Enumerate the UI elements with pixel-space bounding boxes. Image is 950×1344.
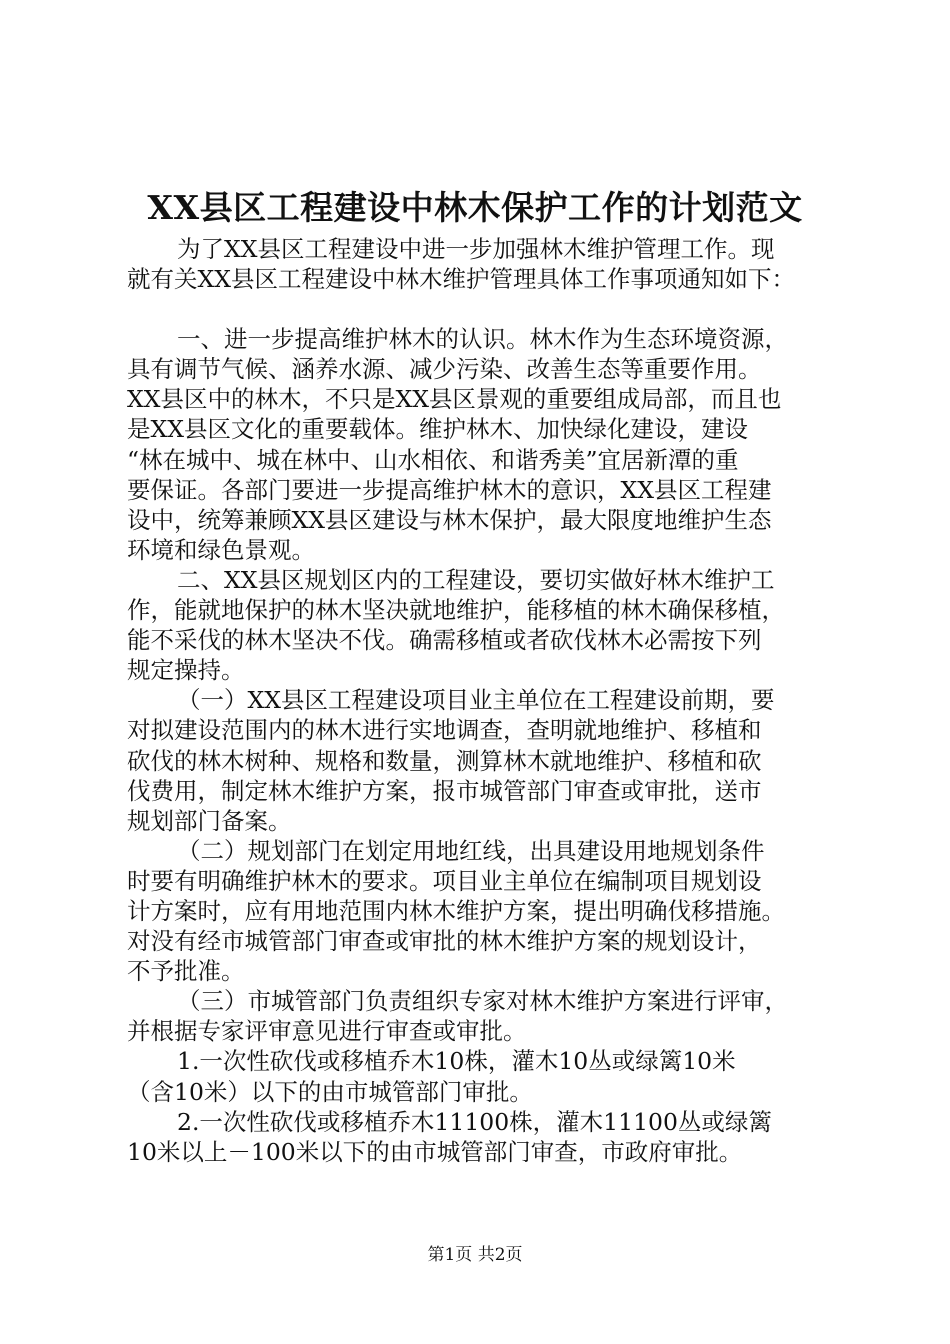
paragraph-line: 对没有经市城管部门审查或审批的林木维护方案的规划设计， — [127, 927, 762, 956]
paragraph-line: 要保证。各部门要进一步提高维护林木的意识，XX县区工程建 — [127, 475, 772, 504]
paragraph-line: （一）XX县区工程建设项目业主单位在工程建设前期，要 — [177, 686, 775, 715]
document-body — [127, 234, 855, 1167]
paragraph-line: 2.一次性砍伐或移植乔木11100株，灌木11100丛或绿篱 — [177, 1107, 772, 1136]
document-title: XX县区工程建设中林木保护工作的计划范文 — [147, 188, 803, 227]
paragraph-line: 二、XX县区规划区内的工程建设，要切实做好林木维护工 — [177, 565, 775, 594]
paragraph-line: 作，能就地保护的林木坚决就地维护，能移植的林木确保移植， — [127, 596, 785, 625]
paragraph-line: 具有调节气候、涵养水源、减少污染、改善生态等重要作用。 — [127, 355, 762, 384]
paragraph-line: 时要有明确维护林木的要求。项目业主单位在编制项目规划设 — [127, 866, 762, 895]
paragraph-line: 为了XX县区工程建设中进一步加强林木维护管理工作。现 — [177, 235, 775, 263]
paragraph-line: 并根据专家评审意见进行审查或审批。 — [127, 1017, 527, 1046]
paragraph-line: （二）规划部门在划定用地红线，出具建设用地规划条件 — [177, 836, 765, 865]
paragraph-line: 计方案时，应有用地范围内林木维护方案，提出明确伐移措施。 — [127, 896, 785, 925]
paragraph-line: 能不采伐的林木坚决不伐。确需移植或者砍伐林木必需按下列 — [127, 626, 762, 655]
paragraph-line: 设中，统筹兼顾XX县区建设与林木保护，最大限度地维护生态 — [127, 505, 772, 534]
paragraph-subsection-1 — [127, 685, 855, 835]
paragraph-line: （三）市城管部门负责组织专家对林木维护方案进行评审， — [177, 987, 788, 1016]
page-footer: 第1页 共2页 — [427, 1245, 523, 1265]
paragraph-line: 伐费用，制定林木维护方案，报市城管部门审查或审批，送市 — [127, 776, 762, 805]
paragraph-line: 不予批准。 — [127, 957, 245, 986]
paragraph-section-2 — [127, 565, 855, 685]
paragraph-intro — [127, 234, 855, 294]
paragraph-line: 一、进一步提高维护林木的认识。林木作为生态环境资源， — [177, 325, 788, 354]
paragraph-line: 砍伐的林木树种、规格和数量，测算林木就地维护、移植和砍 — [127, 746, 762, 775]
paragraph-line: 对拟建设范围内的林木进行实地调查，查明就地维护、移植和 — [127, 716, 762, 745]
paragraph-section-1 — [127, 324, 855, 565]
paragraph-line: 规划部门备案。 — [127, 806, 292, 835]
paragraph-line: 就有关XX县区工程建设中林木维护管理具体工作事项通知如下： — [127, 265, 795, 294]
paragraph-line: 环境和绿色景观。 — [127, 535, 315, 564]
paragraph-subsection-3 — [127, 986, 855, 1046]
paragraph-line: “林在城中、城在林中、山水相依、和谐秀美”宜居新潭的重 — [127, 445, 739, 474]
paragraph-item-2 — [127, 1107, 855, 1167]
paragraph-item-1 — [127, 1046, 855, 1106]
paragraph-spacer — [127, 294, 855, 324]
paragraph-line: 规定操持。 — [127, 656, 245, 685]
paragraph-subsection-2 — [127, 836, 855, 986]
paragraph-line: 1.一次性砍伐或移植乔木10株，灌木10丛或绿篱10米 — [177, 1047, 736, 1076]
paragraph-line: 10米以上－100米以下的由市城管部门审查，市政府审批。 — [127, 1137, 743, 1166]
paragraph-line: XX县区中的林木，不只是XX县区景观的重要组成局部，而且也 — [127, 385, 782, 414]
paragraph-line: （含10米）以下的由市城管部门审批。 — [127, 1077, 533, 1106]
paragraph-line: 是XX县区文化的重要载体。维护林木、加快绿化建设，建设 — [127, 415, 748, 444]
